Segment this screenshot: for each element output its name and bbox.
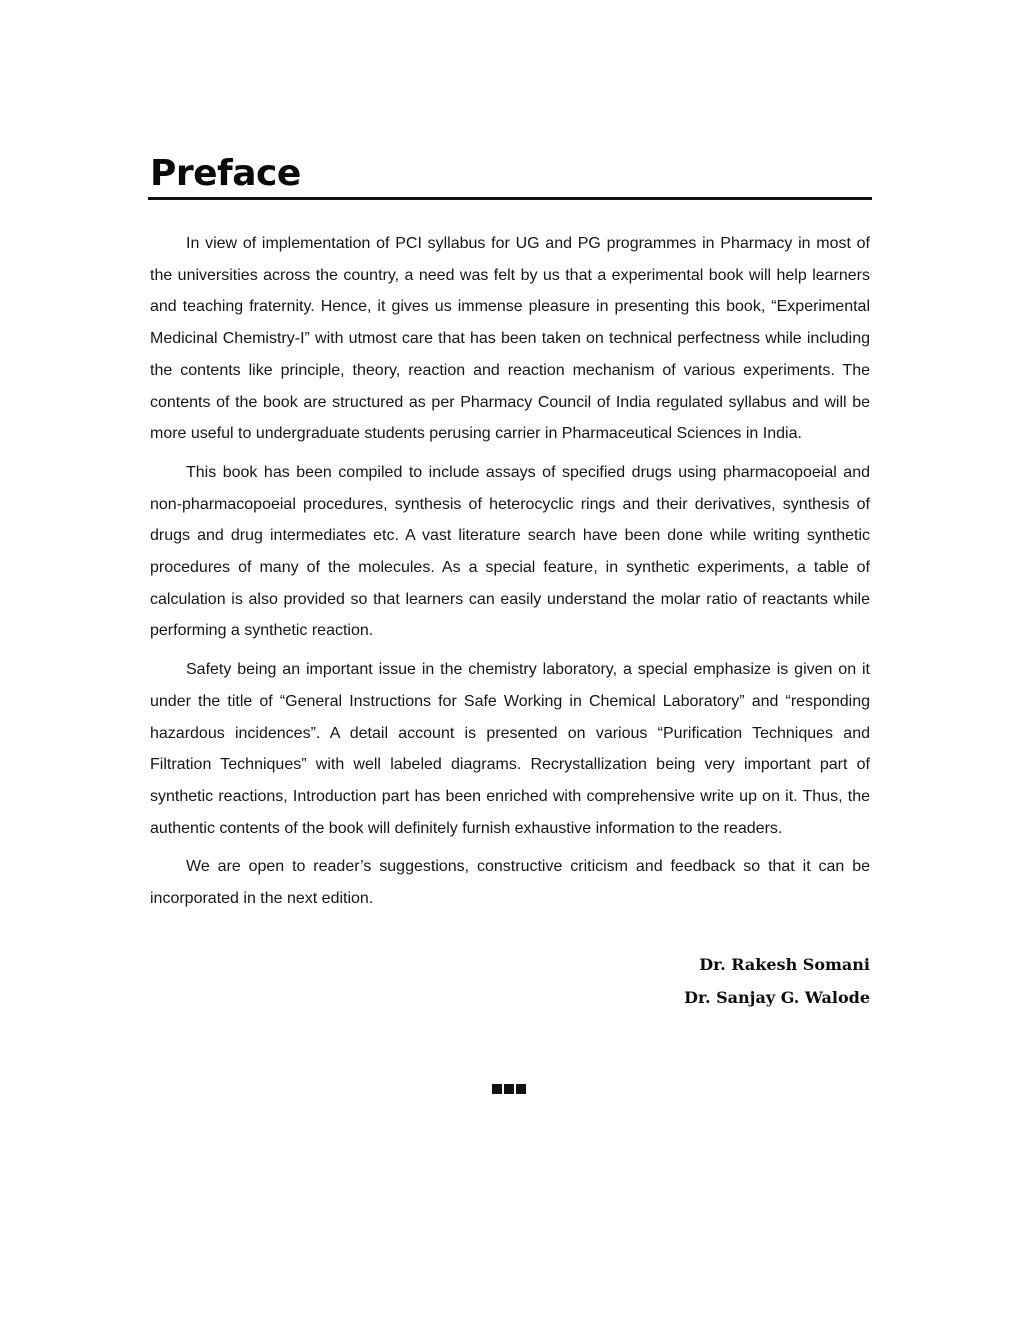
square-icon xyxy=(504,1084,514,1094)
author-signatures xyxy=(148,948,870,1014)
paragraph-1: In view of implementation of PCI syllabus for UG and PG programmes in Pharmacy in most of the universities across the country, a need was felt by us that a experimental book will help learners and teaching fraternity. Hence, it gives us immense pleasure in presenting this book, “Experimental Medicinal Chemistry-I” with utmost care that has been taken on technical perfectness while including the contents like principle, theory, reaction and reaction mechanism of various experiments. The contents of the book are structured as per Pharmacy Council of India regulated syllabus and will be more useful to undergraduate students perusing carrier in Pharmaceutical Sciences in India. xyxy=(150,235,870,443)
title-underline xyxy=(148,197,872,200)
three-black-squares-icon xyxy=(492,1084,526,1094)
square-icon xyxy=(516,1084,526,1094)
paragraph-4: We are open to reader’s suggestions, constructive criticism and feedback so that it can be incorporated in the next edition. xyxy=(150,858,870,908)
paragraph-2: This book has been compiled to include assays of specified drugs using pharmacopoeial and non-pharmacopoeial procedures, synthesis of heterocyclic rings and their derivatives, synthesis of drugs and drug intermediates etc. A vast literature search have been done while writing synthetic procedures of many of the molecules. As a special feature, in synthetic experiments, a table of calculation is also provided so that learners can easily understand the molar ratio of reactants while performing a synthetic reaction. xyxy=(150,463,870,640)
square-icon xyxy=(492,1084,502,1094)
page-title: Preface xyxy=(150,153,301,194)
author-2: Dr. Sanjay G. Walode xyxy=(684,987,870,1007)
paragraph-3: Safety being an important issue in the chemistry laboratory, a special emphasize is given on it under the title of “General Instructions for Safe Working in Chemical Laboratory” and “responding hazardous incidences”. A detail account is presented on various “Purification Techniques and Filtration Techniques” with well labeled diagrams. Recrystallization being very important part of synthetic reactions, Introduction part has been enriched with comprehensive write up on it. Thus, the authentic contents of the book will definitely furnish exhaustive information to the readers. xyxy=(150,661,870,837)
preface-body xyxy=(148,228,870,915)
preface-page xyxy=(148,152,872,1014)
author-1: Dr. Rakesh Somani xyxy=(699,954,870,974)
